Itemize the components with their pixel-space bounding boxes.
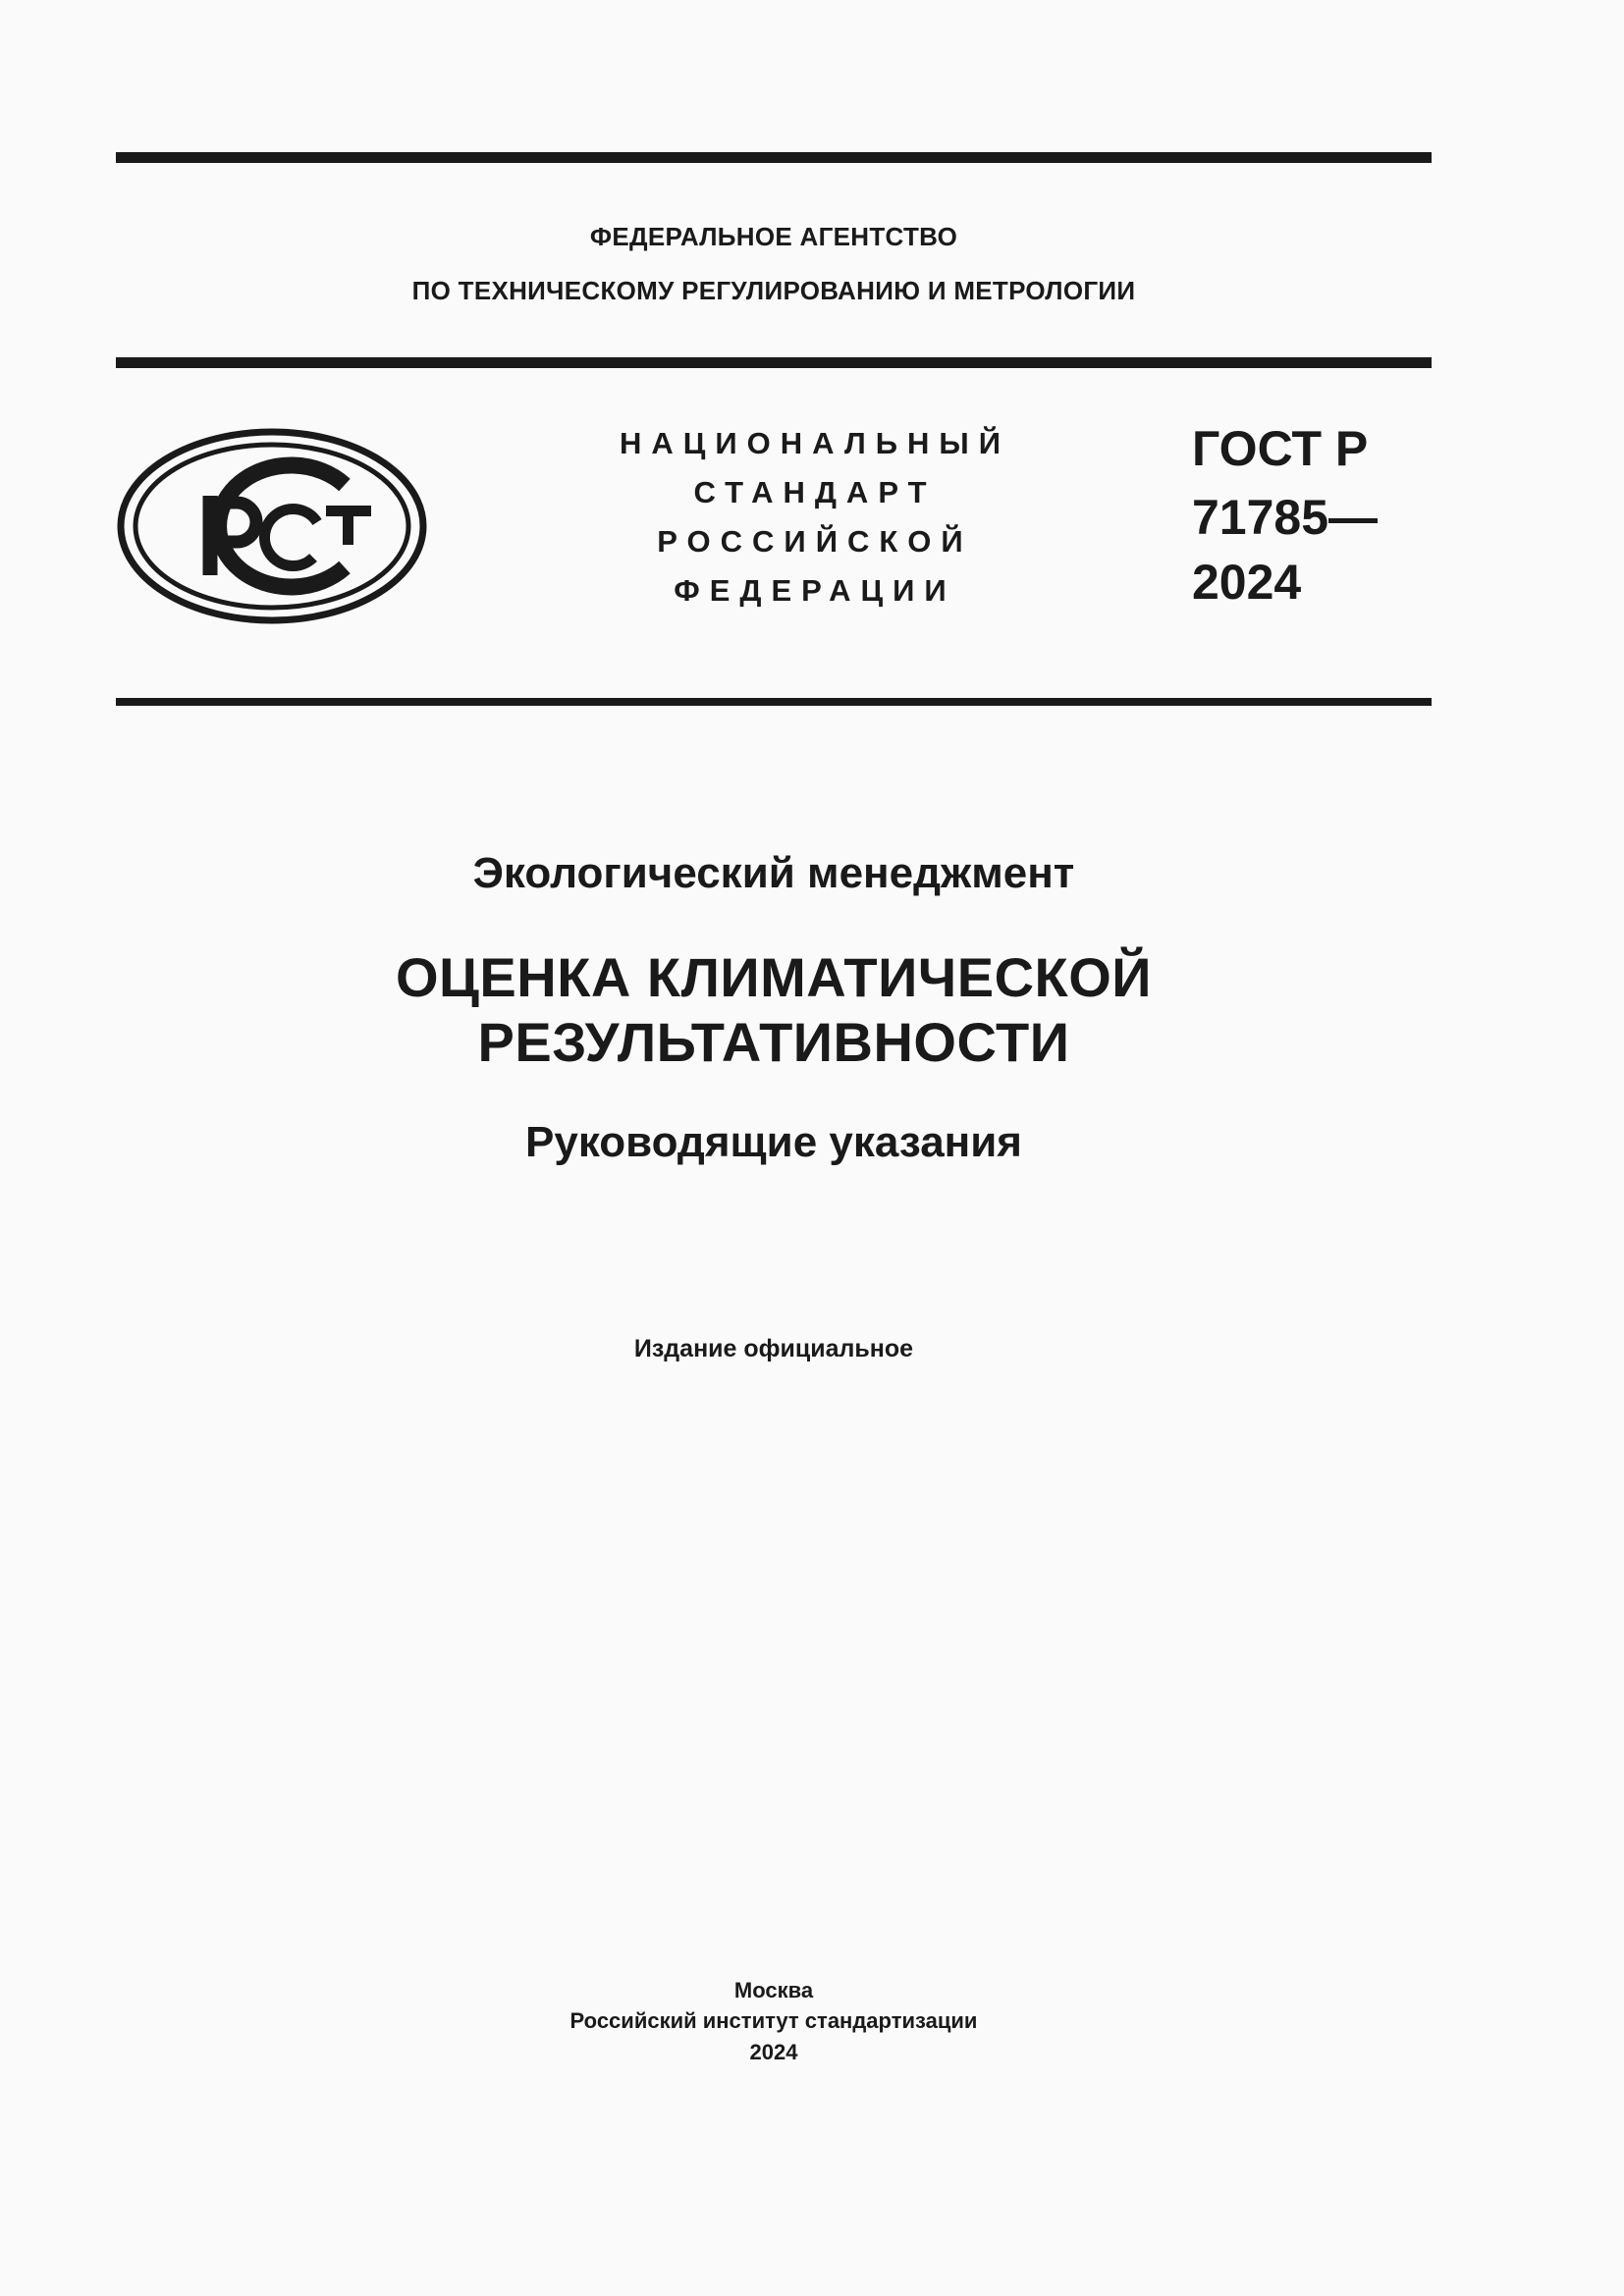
standard-code-line-2: 71785—: [1192, 490, 1379, 545]
document-title-line-1: ОЦЕНКА КЛИМАТИЧЕСКОЙ: [395, 946, 1153, 1008]
national-standard-line-4: ФЕДЕРАЦИИ: [674, 573, 956, 608]
header-divider: [116, 357, 1432, 368]
imprint-year: 2024: [749, 2040, 798, 2064]
national-standard-line-3: РОССИЙСКОЙ: [657, 524, 973, 559]
agency-name-line-1: ФЕДЕРАЛЬНОЕ АГЕНТСТВО: [589, 222, 958, 251]
imprint-city: Москва: [733, 1978, 814, 2002]
national-standard-line-1: НАЦИОНАЛЬНЫЙ: [619, 426, 1011, 460]
document-title-line-2: РЕЗУЛЬТАТИВНОСТИ: [477, 1011, 1070, 1073]
top-divider: [116, 152, 1432, 163]
imprint-publisher: Российский институт стандартизации: [569, 2008, 978, 2033]
national-standard-line-2: СТАНДАРТ: [693, 475, 937, 509]
rst-gost-mark-icon: [116, 428, 428, 624]
agency-name-line-2: ПО ТЕХНИЧЕСКОМУ РЕГУЛИРОВАНИЮ И МЕТРОЛОГИИ: [411, 276, 1136, 305]
standard-code-line-1: ГОСТ Р: [1192, 421, 1369, 476]
title-divider: [116, 698, 1432, 706]
standard-code-year: 2024: [1192, 555, 1302, 610]
document-subject: Экологический менеджмент: [472, 849, 1075, 897]
edition-note: Издание официальное: [633, 1335, 914, 1362]
document-subtitle: Руководящие указания: [525, 1118, 1022, 1166]
